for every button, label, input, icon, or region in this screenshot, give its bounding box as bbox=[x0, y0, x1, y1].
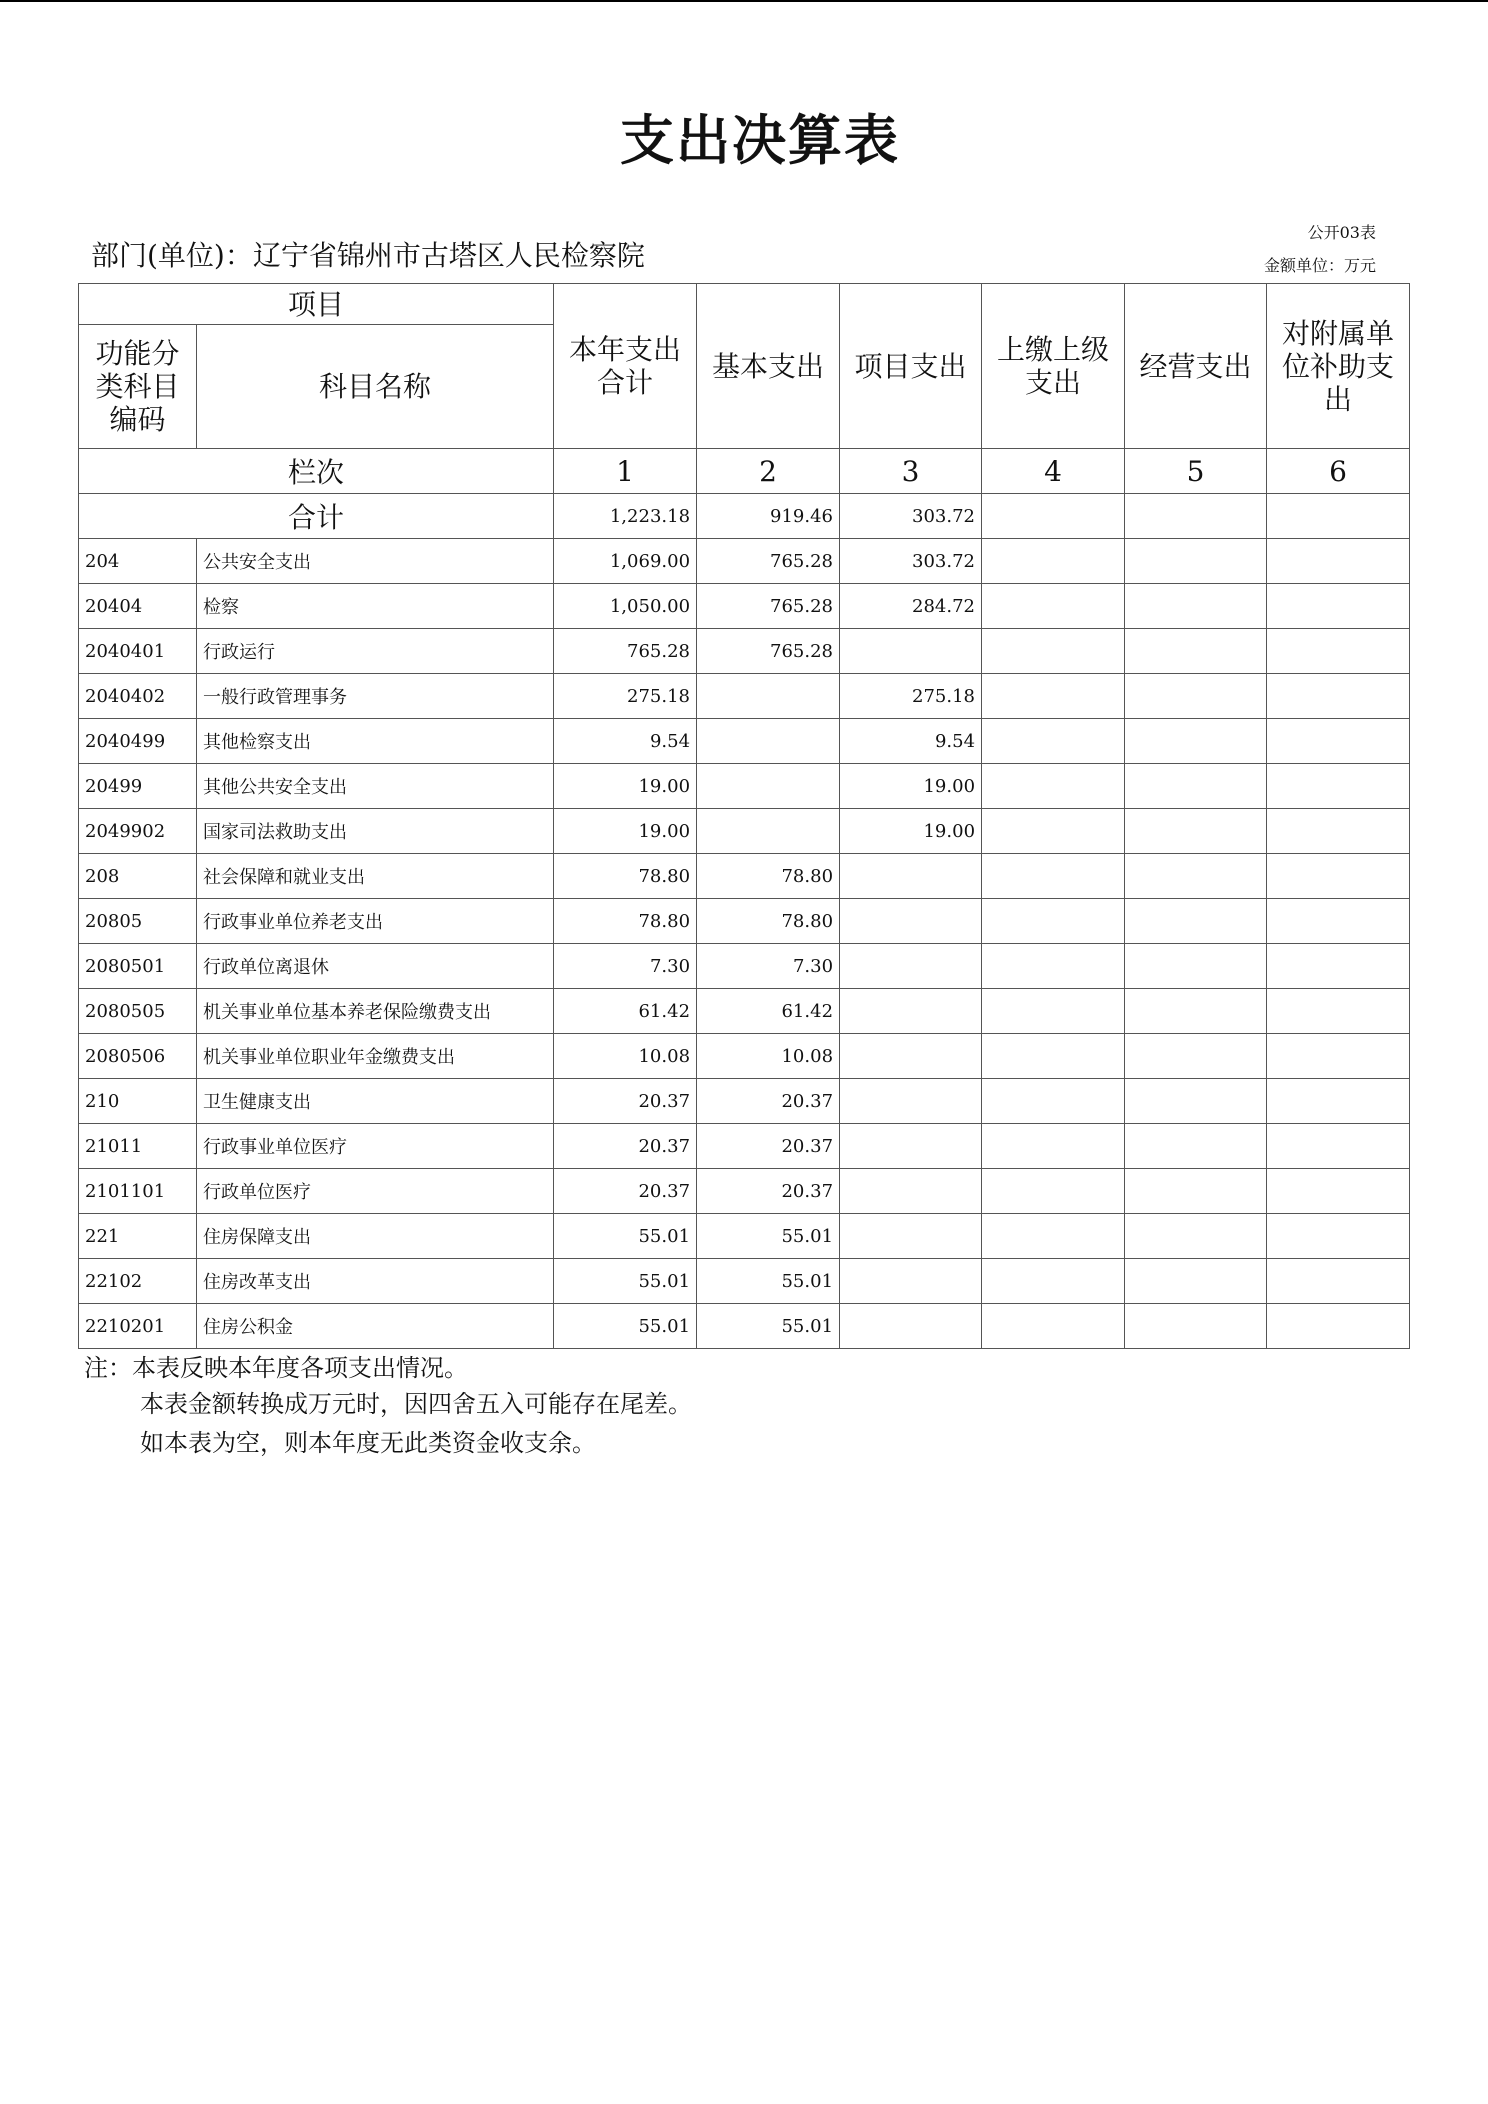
cell-name: 社会保障和就业支出 bbox=[197, 854, 554, 899]
cell-basic: 20.37 bbox=[697, 1079, 840, 1124]
cell-total: 61.42 bbox=[554, 989, 697, 1034]
table-row bbox=[79, 1259, 1410, 1304]
table-row bbox=[79, 989, 1410, 1034]
cell-upper bbox=[982, 809, 1125, 854]
header-upper: 上缴上级支出 bbox=[982, 284, 1125, 449]
cell-subsidy bbox=[1267, 944, 1410, 989]
cell-subsidy bbox=[1267, 1124, 1410, 1169]
cell-total: 275.18 bbox=[554, 674, 697, 719]
cell-project bbox=[840, 989, 982, 1034]
cell-subsidy bbox=[1267, 764, 1410, 809]
column-index-6: 6 bbox=[1267, 449, 1410, 494]
cell-total: 20.37 bbox=[554, 1079, 697, 1124]
cell-basic bbox=[697, 764, 840, 809]
table-row bbox=[79, 629, 1410, 674]
total-amount: 1,223.18 bbox=[554, 494, 697, 539]
form-number: 公开03表 bbox=[1307, 223, 1376, 242]
table-row bbox=[79, 944, 1410, 989]
cell-name: 机关事业单位职业年金缴费支出 bbox=[197, 1034, 554, 1079]
cell-upper bbox=[982, 1304, 1125, 1349]
cell-name: 国家司法救助支出 bbox=[197, 809, 554, 854]
cell-name: 住房改革支出 bbox=[197, 1259, 554, 1304]
total-project: 303.72 bbox=[840, 494, 982, 539]
cell-basic: 78.80 bbox=[697, 899, 840, 944]
cell-total: 55.01 bbox=[554, 1214, 697, 1259]
cell-subsidy bbox=[1267, 539, 1410, 584]
cell-basic: 55.01 bbox=[697, 1214, 840, 1259]
cell-subsidy bbox=[1267, 809, 1410, 854]
cell-project bbox=[840, 1259, 982, 1304]
cell-business bbox=[1125, 1214, 1267, 1259]
total-label: 合计 bbox=[79, 494, 554, 539]
cell-subsidy bbox=[1267, 674, 1410, 719]
cell-name: 住房保障支出 bbox=[197, 1214, 554, 1259]
cell-name: 检察 bbox=[197, 584, 554, 629]
cell-project bbox=[840, 854, 982, 899]
column-index-5: 5 bbox=[1125, 449, 1267, 494]
column-index-label: 栏次 bbox=[79, 449, 554, 494]
cell-business bbox=[1125, 1034, 1267, 1079]
cell-subsidy bbox=[1267, 1304, 1410, 1349]
cell-total: 20.37 bbox=[554, 1169, 697, 1214]
cell-project bbox=[840, 1304, 982, 1349]
cell-business bbox=[1125, 1259, 1267, 1304]
cell-subsidy bbox=[1267, 989, 1410, 1034]
total-upper bbox=[982, 494, 1125, 539]
cell-name: 其他公共安全支出 bbox=[197, 764, 554, 809]
cell-subsidy bbox=[1267, 584, 1410, 629]
note-line-1: 注：本表反映本年度各项支出情况。 bbox=[84, 1354, 468, 1382]
table-row bbox=[79, 764, 1410, 809]
cell-name: 一般行政管理事务 bbox=[197, 674, 554, 719]
cell-basic: 765.28 bbox=[697, 629, 840, 674]
cell-project bbox=[840, 1124, 982, 1169]
cell-name: 公共安全支出 bbox=[197, 539, 554, 584]
cell-business bbox=[1125, 1169, 1267, 1214]
table-row bbox=[79, 1034, 1410, 1079]
cell-name: 机关事业单位基本养老保险缴费支出 bbox=[197, 989, 554, 1034]
cell-code: 22102 bbox=[79, 1259, 197, 1304]
table-row bbox=[79, 1079, 1410, 1124]
cell-subsidy bbox=[1267, 854, 1410, 899]
cell-upper bbox=[982, 539, 1125, 584]
cell-business bbox=[1125, 899, 1267, 944]
cell-total: 55.01 bbox=[554, 1259, 697, 1304]
cell-name: 行政运行 bbox=[197, 629, 554, 674]
cell-total: 55.01 bbox=[554, 1304, 697, 1349]
cell-basic: 61.42 bbox=[697, 989, 840, 1034]
cell-total: 9.54 bbox=[554, 719, 697, 764]
cell-basic: 765.28 bbox=[697, 539, 840, 584]
cell-basic bbox=[697, 719, 840, 764]
cell-basic: 20.37 bbox=[697, 1124, 840, 1169]
column-index-1: 1 bbox=[554, 449, 697, 494]
cell-business bbox=[1125, 629, 1267, 674]
cell-basic: 765.28 bbox=[697, 584, 840, 629]
cell-project bbox=[840, 899, 982, 944]
cell-total: 19.00 bbox=[554, 764, 697, 809]
cell-name: 卫生健康支出 bbox=[197, 1079, 554, 1124]
cell-project bbox=[840, 1079, 982, 1124]
header-project-expense: 项目支出 bbox=[840, 284, 982, 449]
cell-total: 78.80 bbox=[554, 899, 697, 944]
cell-name: 行政单位医疗 bbox=[197, 1169, 554, 1214]
note-line-2: 本表金额转换成万元时，因四舍五入可能存在尾差。 bbox=[140, 1390, 692, 1418]
table-row bbox=[79, 674, 1410, 719]
total-subsidy bbox=[1267, 494, 1410, 539]
cell-code: 210 bbox=[79, 1079, 197, 1124]
table-row bbox=[79, 1304, 1410, 1349]
cell-upper bbox=[982, 989, 1125, 1034]
cell-upper bbox=[982, 1169, 1125, 1214]
table-row bbox=[79, 1169, 1410, 1214]
header-project: 项目 bbox=[79, 284, 554, 325]
cell-project bbox=[840, 1034, 982, 1079]
cell-project bbox=[840, 944, 982, 989]
header-total: 本年支出合计 bbox=[554, 284, 697, 449]
cell-code: 2080505 bbox=[79, 989, 197, 1034]
cell-basic bbox=[697, 809, 840, 854]
table-row bbox=[79, 584, 1410, 629]
header-code: 功能分类科目编码 bbox=[79, 325, 197, 449]
table-row bbox=[79, 1214, 1410, 1259]
cell-code: 2040499 bbox=[79, 719, 197, 764]
cell-total: 10.08 bbox=[554, 1034, 697, 1079]
cell-total: 765.28 bbox=[554, 629, 697, 674]
cell-code: 2101101 bbox=[79, 1169, 197, 1214]
cell-subsidy bbox=[1267, 629, 1410, 674]
header-business: 经营支出 bbox=[1125, 284, 1267, 449]
cell-total: 7.30 bbox=[554, 944, 697, 989]
cell-subsidy bbox=[1267, 1214, 1410, 1259]
cell-upper bbox=[982, 1259, 1125, 1304]
cell-project bbox=[840, 1169, 982, 1214]
cell-name: 住房公积金 bbox=[197, 1304, 554, 1349]
cell-total: 1,050.00 bbox=[554, 584, 697, 629]
cell-project bbox=[840, 1214, 982, 1259]
cell-upper bbox=[982, 584, 1125, 629]
total-row bbox=[79, 494, 1410, 539]
total-basic: 919.46 bbox=[697, 494, 840, 539]
cell-project: 9.54 bbox=[840, 719, 982, 764]
table-row bbox=[79, 854, 1410, 899]
cell-total: 20.37 bbox=[554, 1124, 697, 1169]
cell-upper bbox=[982, 629, 1125, 674]
cell-business bbox=[1125, 674, 1267, 719]
cell-business bbox=[1125, 1124, 1267, 1169]
header-name: 科目名称 bbox=[197, 325, 554, 449]
cell-business bbox=[1125, 719, 1267, 764]
cell-business bbox=[1125, 809, 1267, 854]
cell-code: 2080506 bbox=[79, 1034, 197, 1079]
cell-total: 1,069.00 bbox=[554, 539, 697, 584]
cell-business bbox=[1125, 764, 1267, 809]
cell-business bbox=[1125, 989, 1267, 1034]
cell-subsidy bbox=[1267, 1169, 1410, 1214]
expenditure-table bbox=[78, 283, 1410, 1349]
cell-business bbox=[1125, 944, 1267, 989]
cell-name: 行政事业单位养老支出 bbox=[197, 899, 554, 944]
table-row bbox=[79, 719, 1410, 764]
column-index-2: 2 bbox=[697, 449, 840, 494]
cell-code: 204 bbox=[79, 539, 197, 584]
cell-business bbox=[1125, 539, 1267, 584]
cell-basic: 10.08 bbox=[697, 1034, 840, 1079]
cell-upper bbox=[982, 1214, 1125, 1259]
cell-upper bbox=[982, 764, 1125, 809]
cell-name: 行政单位离退休 bbox=[197, 944, 554, 989]
cell-business bbox=[1125, 1304, 1267, 1349]
header-subsidy: 对附属单位补助支出 bbox=[1267, 284, 1410, 449]
cell-subsidy bbox=[1267, 1034, 1410, 1079]
header-basic: 基本支出 bbox=[697, 284, 840, 449]
cell-project: 275.18 bbox=[840, 674, 982, 719]
cell-basic: 7.30 bbox=[697, 944, 840, 989]
table-row bbox=[79, 1124, 1410, 1169]
cell-code: 2040402 bbox=[79, 674, 197, 719]
cell-basic: 55.01 bbox=[697, 1259, 840, 1304]
cell-code: 2049902 bbox=[79, 809, 197, 854]
cell-subsidy bbox=[1267, 1259, 1410, 1304]
table-row bbox=[79, 899, 1410, 944]
total-business bbox=[1125, 494, 1267, 539]
cell-name: 其他检察支出 bbox=[197, 719, 554, 764]
cell-name: 行政事业单位医疗 bbox=[197, 1124, 554, 1169]
cell-code: 20499 bbox=[79, 764, 197, 809]
cell-upper bbox=[982, 1034, 1125, 1079]
cell-basic: 20.37 bbox=[697, 1169, 840, 1214]
cell-project: 19.00 bbox=[840, 809, 982, 854]
cell-upper bbox=[982, 944, 1125, 989]
cell-upper bbox=[982, 719, 1125, 764]
cell-code: 221 bbox=[79, 1214, 197, 1259]
cell-project: 303.72 bbox=[840, 539, 982, 584]
cell-subsidy bbox=[1267, 1079, 1410, 1124]
cell-upper bbox=[982, 674, 1125, 719]
note-line-3: 如本表为空，则本年度无此类资金收支余。 bbox=[140, 1429, 596, 1457]
cell-code: 208 bbox=[79, 854, 197, 899]
cell-business bbox=[1125, 854, 1267, 899]
table-row bbox=[79, 809, 1410, 854]
department-label: 部门(单位)：辽宁省锦州市古塔区人民检察院 bbox=[91, 239, 645, 272]
cell-project: 284.72 bbox=[840, 584, 982, 629]
cell-code: 2040401 bbox=[79, 629, 197, 674]
cell-subsidy bbox=[1267, 899, 1410, 944]
cell-code: 20404 bbox=[79, 584, 197, 629]
cell-basic: 78.80 bbox=[697, 854, 840, 899]
cell-business bbox=[1125, 584, 1267, 629]
cell-code: 2210201 bbox=[79, 1304, 197, 1349]
cell-code: 21011 bbox=[79, 1124, 197, 1169]
column-index-4: 4 bbox=[982, 449, 1125, 494]
cell-project bbox=[840, 629, 982, 674]
cell-code: 2080501 bbox=[79, 944, 197, 989]
cell-total: 78.80 bbox=[554, 854, 697, 899]
cell-upper bbox=[982, 1124, 1125, 1169]
cell-basic bbox=[697, 674, 840, 719]
amount-unit: 金额单位：万元 bbox=[1263, 256, 1376, 275]
cell-code: 20805 bbox=[79, 899, 197, 944]
top-border bbox=[0, 0, 1488, 2]
page-title: 支出决算表 bbox=[620, 108, 900, 172]
cell-upper bbox=[982, 854, 1125, 899]
column-index-3: 3 bbox=[840, 449, 982, 494]
cell-subsidy bbox=[1267, 719, 1410, 764]
cell-upper bbox=[982, 1079, 1125, 1124]
table-row bbox=[79, 539, 1410, 584]
cell-business bbox=[1125, 1079, 1267, 1124]
cell-basic: 55.01 bbox=[697, 1304, 840, 1349]
cell-project: 19.00 bbox=[840, 764, 982, 809]
cell-upper bbox=[982, 899, 1125, 944]
cell-total: 19.00 bbox=[554, 809, 697, 854]
